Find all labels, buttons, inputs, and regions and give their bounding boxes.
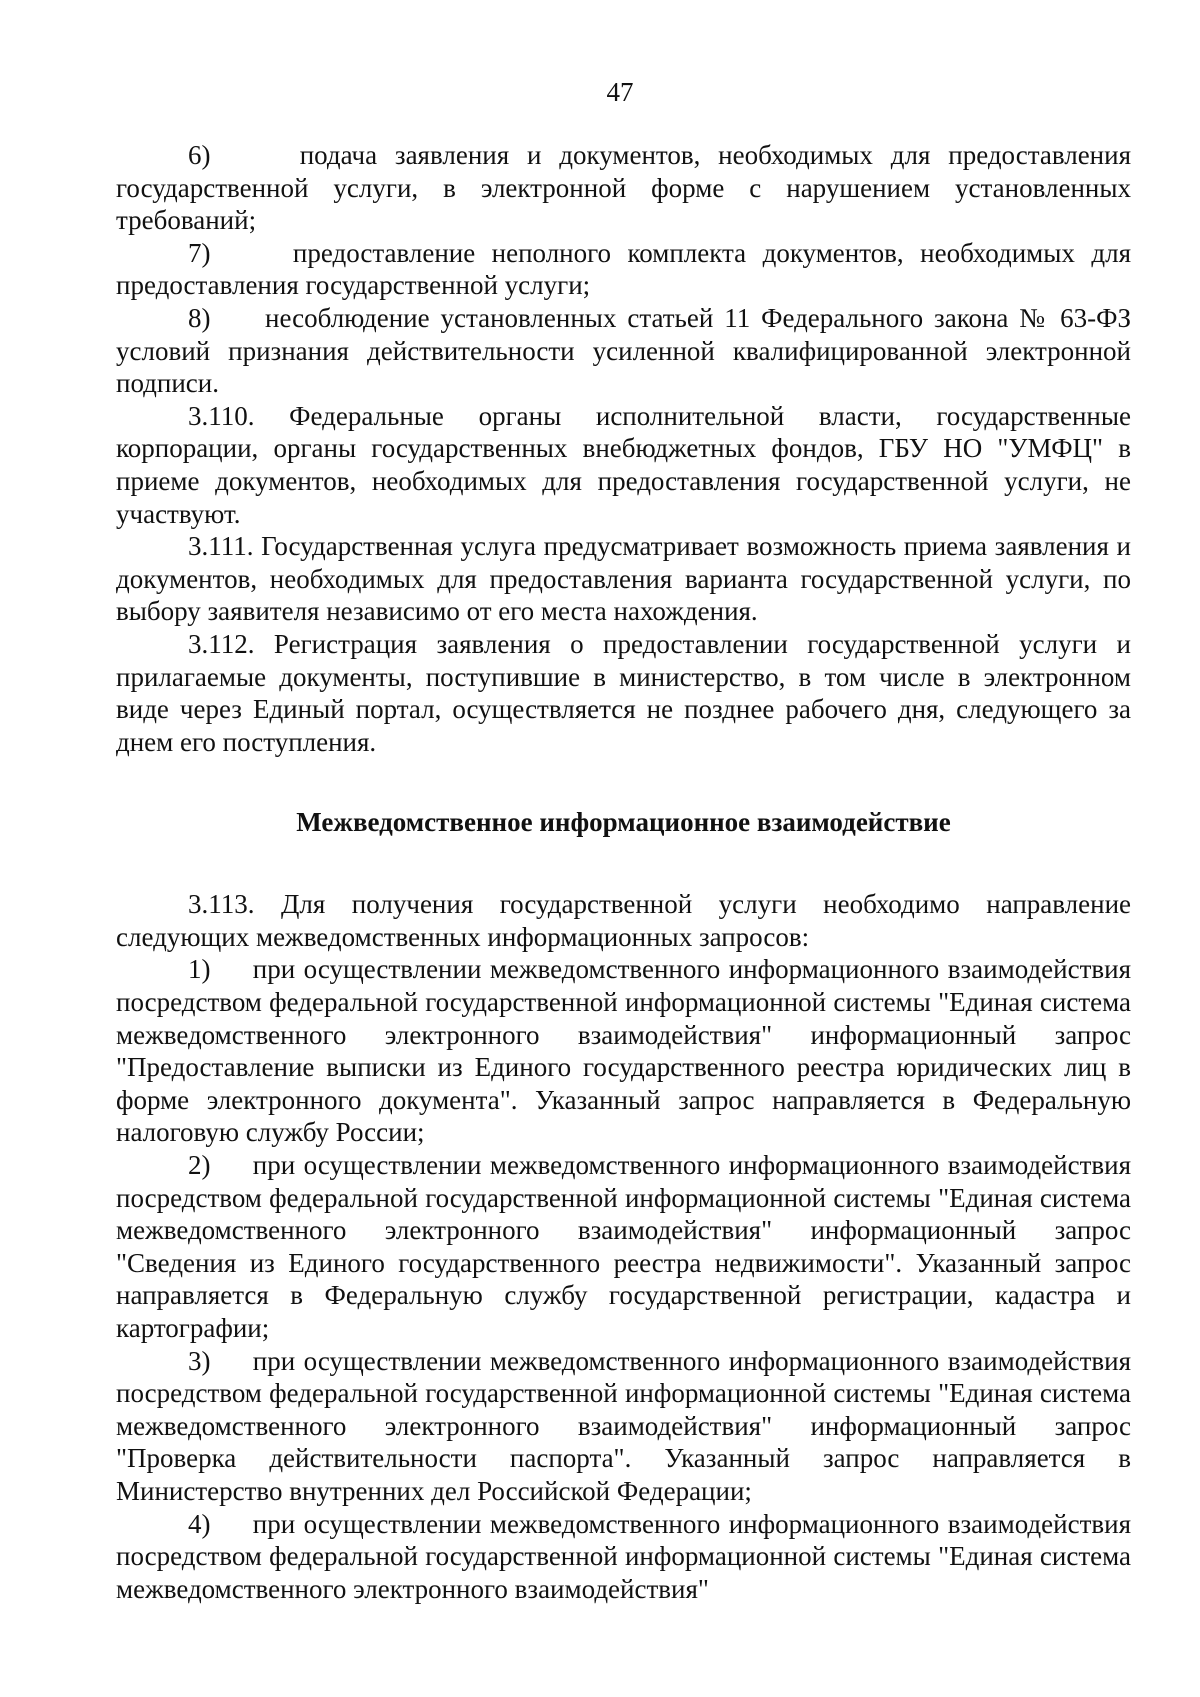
request-item-3: 3) при осуществлении межведомственного информационного взаимодействия посредством федеральной государственной информационной системы "Единая система межведомственного электронного взаимодействия" информационный запрос "Проверка действительности паспорта". Указанный запрос направляется в Министерство внутренних дел Российской Федерации; [116, 1345, 1131, 1506]
document-body [116, 139, 1131, 1605]
request-item-2: 2) при осуществлении межведомственного информационного взаимодействия посредством федеральной государственной информационной системы "Единая система межведомственного электронного взаимодействия" информационный запрос "Сведения из Единого государственного реестра недвижимости". Указанный запрос направляется в Федеральную службу государственной регистрации, кадастра и картографии; [116, 1150, 1131, 1343]
section-title: Межведомственное информационное взаимодействие [296, 807, 951, 838]
request-item-4: 4) при осуществлении межведомственного информационного взаимодействия посредством федеральной государственной информационной системы "Единая система межведомственного электронного взаимодействия" [116, 1508, 1131, 1604]
list-item-8: 8) несоблюдение установленных статьей 11 Федерального закона № 63-ФЗ условий признания действительности усиленной квалифицированной электронной подписи. [116, 302, 1131, 399]
request-item-1: 1) при осуществлении межведомственного информационного взаимодействия посредством федеральной государственной информационной системы "Единая система межведомственного электронного взаимодействия" информационный запрос "Предоставление выписки из Единого государственного реестра юридических лиц в форме электронного документа". Указанный запрос направляется в Федеральную налоговую службу России; [116, 954, 1131, 1148]
page-number: 47 [606, 77, 634, 107]
clause-3-112: 3.112. Регистрация заявления о предоставлении государственной услуги и прилагаемые документы, поступившие в министерство, в том числе в электронном виде через Единый портал, осуществляется не позднее рабочего дня, следующего за днем его поступления. [116, 628, 1131, 757]
list-item-7: 7) предоставление неполного комплекта документов, необходимых для предоставления государственной услуги; [116, 237, 1131, 301]
clause-3-110: 3.110. Федеральные органы исполнительной власти, государственные корпорации, органы государственных внебюджетных фондов, ГБУ НО "УМФЦ" в приеме документов, необходимых для предоставления государственной услуги, не участвуют. [116, 400, 1131, 529]
clause-3-111: 3.111. Государственная услуга предусматривает возможность приема заявления и документов, необходимых для предоставления варианта государственной услуги, по выбору заявителя независимо от его места нахождения. [116, 531, 1131, 627]
clause-3-113: 3.113. Для получения государственной услуги необходимо направление следующих межведомственных информационных запросов: [116, 889, 1131, 952]
list-item-6: 6) подача заявления и документов, необходимых для предоставления государственной услуги, в электронной форме с нарушением установленных требований; [116, 140, 1131, 236]
